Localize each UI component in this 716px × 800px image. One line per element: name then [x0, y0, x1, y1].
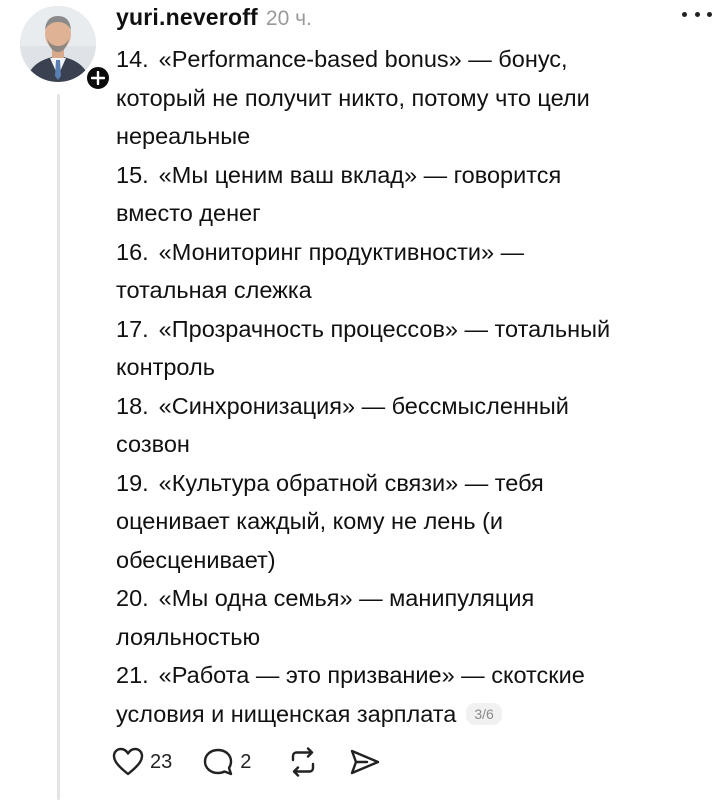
- item-number: 17.: [116, 315, 149, 342]
- item-text: тотальная слежка: [116, 277, 312, 303]
- item-number: 20.: [116, 585, 149, 611]
- item-text: «Мы одна семья» — манипуляция: [158, 585, 535, 611]
- item-text: контроль: [116, 354, 215, 380]
- reply-button[interactable]: [202, 747, 251, 777]
- thread-page-counter: 3/6: [466, 703, 501, 725]
- like-count: 23: [150, 750, 173, 773]
- follow-button[interactable]: [84, 64, 112, 92]
- item-number: 21.: [116, 662, 149, 688]
- plus-icon: [91, 71, 105, 85]
- item-text: «Работа — это призвание» — скотские: [158, 662, 585, 688]
- post-header: [116, 4, 700, 36]
- post-actions-bar: [112, 744, 381, 780]
- item-text: оценивает каждый, кому не лень (и: [116, 508, 504, 534]
- list-item: [116, 40, 706, 156]
- thread-line: [57, 94, 60, 800]
- list-item: [116, 233, 706, 310]
- like-button[interactable]: [112, 747, 172, 777]
- item-text: обесценивает): [116, 546, 276, 573]
- post-body: [116, 40, 706, 733]
- more-options-button[interactable]: [682, 4, 712, 24]
- author-avatar-block[interactable]: [20, 6, 96, 82]
- item-text: созвон: [116, 431, 190, 457]
- item-text: «Мы ценим ваш вклад» — говорится: [158, 161, 562, 188]
- item-number: 18.: [116, 392, 149, 419]
- share-button[interactable]: [349, 747, 381, 777]
- repost-icon: [287, 747, 319, 777]
- post-timestamp: 20 ч.: [265, 7, 312, 30]
- item-number: 15.: [116, 161, 149, 188]
- list-item: [116, 656, 706, 733]
- item-number: 14.: [116, 46, 149, 72]
- item-text: «Прозрачность процессов» — тотальный: [158, 315, 611, 342]
- repost-button[interactable]: [287, 747, 319, 777]
- item-text: «Мониторинг продуктивности» —: [158, 238, 525, 265]
- item-text: вместо денег: [116, 200, 261, 226]
- more-dot-icon: [682, 12, 687, 17]
- item-text: нереальные: [116, 123, 251, 149]
- heart-icon: [112, 747, 144, 777]
- reply-count: 2: [240, 750, 252, 773]
- item-text: условия и нищенская зарплата: [116, 700, 457, 727]
- more-dot-icon: [695, 12, 700, 17]
- item-text: «Performance-based bonus» — бонус,: [158, 46, 568, 72]
- list-item: [116, 156, 706, 233]
- item-text: «Культура обратной связи» — тебя: [158, 469, 544, 496]
- share-icon: [349, 747, 381, 777]
- item-number: 16.: [116, 238, 149, 265]
- list-item: [116, 310, 706, 387]
- comment-icon: [202, 747, 234, 777]
- item-text: который не получит никто, потому что цели: [116, 84, 590, 111]
- list-item: [116, 464, 706, 580]
- item-text: лояльностью: [116, 623, 261, 650]
- item-number: 19.: [116, 469, 149, 496]
- list-item: [116, 579, 706, 656]
- list-item: [116, 387, 706, 464]
- item-text: «Синхронизация» — бессмысленный: [158, 392, 569, 419]
- more-dot-icon: [707, 12, 712, 17]
- author-username[interactable]: yuri.neveroff: [116, 4, 258, 30]
